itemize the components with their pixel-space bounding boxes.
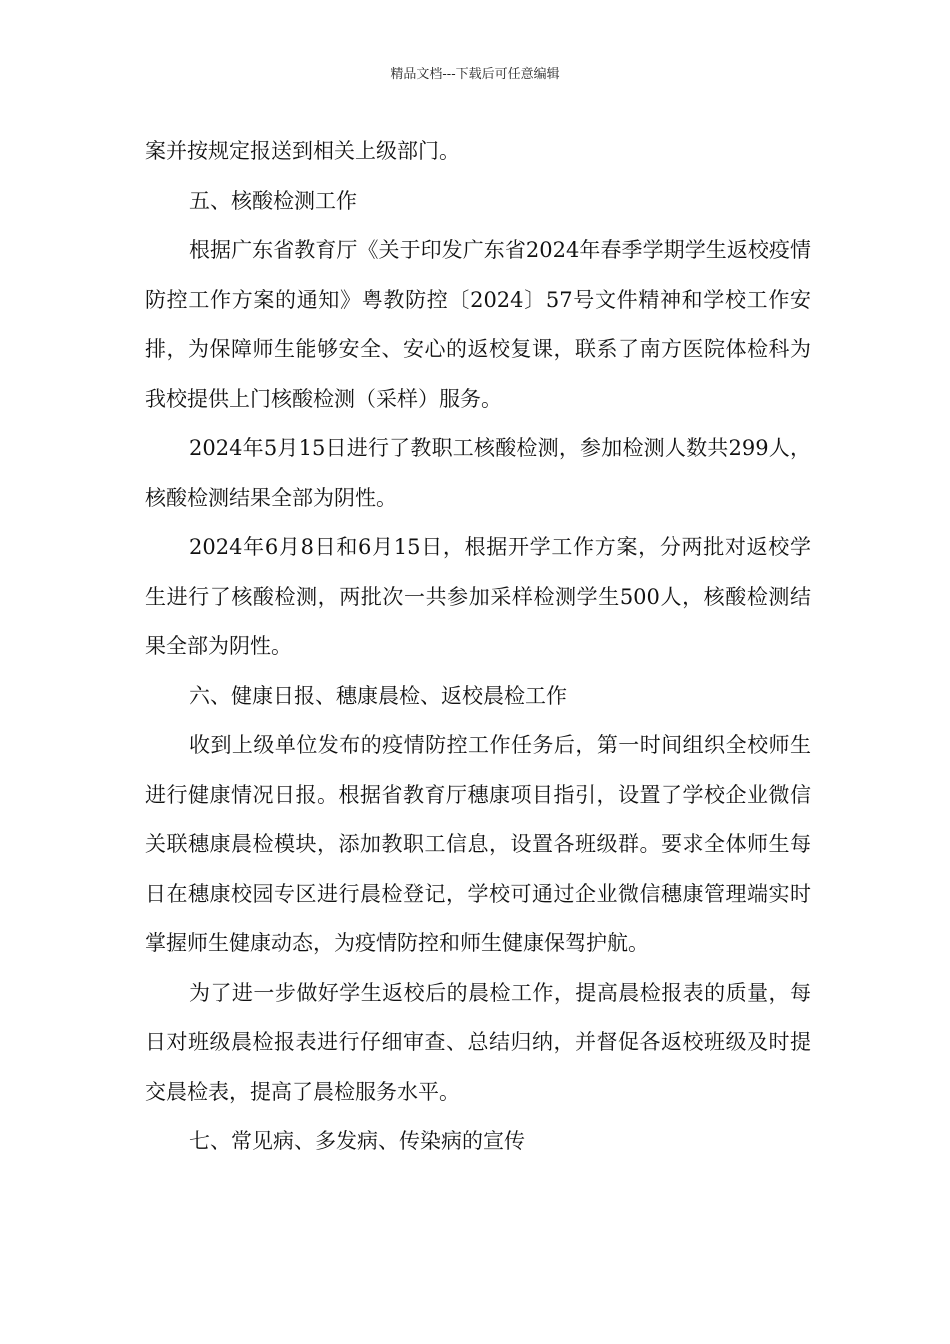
- paragraph-morning-check: 为了进一步做好学生返校后的晨检工作，提高晨检报表的质量，每日对班级晨检报表进行仔细审查、总结归纳，并督促各返校班级及时提交晨检表，提高了晨检服务水平。: [145, 980, 811, 1104]
- section-heading-5: 五、核酸检测工作: [189, 188, 357, 213]
- paragraph-health-report: 收到上级单位发布的疫情防控工作任务后，第一时间组织全校师生进行健康情况日报。根据省教育厅穗康项目指引，设置了学校企业微信关联穗康晨检模块，添加教职工信息，设置各班级群。要求全体师生每日在穗康校园专区进行晨检登记，学校可通过企业微信穗康管理端实时掌握师生健康动态，为疫情防控和师生健康保驾护航。: [145, 733, 811, 955]
- page-header: 精品文档---下载后可任意编辑: [390, 67, 560, 82]
- paragraph-student-test: 2024年6月8日和6月15日，根据开学工作方案，分两批对返校学生进行了核酸检测，两批次一共参加采样检测学生500人，核酸检测结果全部为阴性。: [145, 535, 811, 658]
- document-body: [145, 127, 811, 1167]
- section-heading-7: 七、常见病、多发病、传染病的宣传: [189, 1129, 525, 1153]
- paragraph-continued: 案并按规定报送到相关上级部门。: [145, 139, 460, 163]
- paragraph-nucleic-test-notice: 根据广东省教育厅《关于印发广东省2024年春季学期学生返校疫情防控工作方案的通知》粤教防控〔2024〕57号文件精神和学校工作安排，为保障师生能够安全、安心的返校复课，联系了南方医院体检科为我校提供上门核酸检测（采样）服务。: [145, 238, 811, 411]
- paragraph-staff-test: 2024年5月15日进行了教职工核酸检测，参加检测人数共299人，核酸检测结果全部为阴性。: [145, 436, 811, 510]
- section-heading-6: 六、健康日报、穗康晨检、返校晨检工作: [189, 683, 567, 708]
